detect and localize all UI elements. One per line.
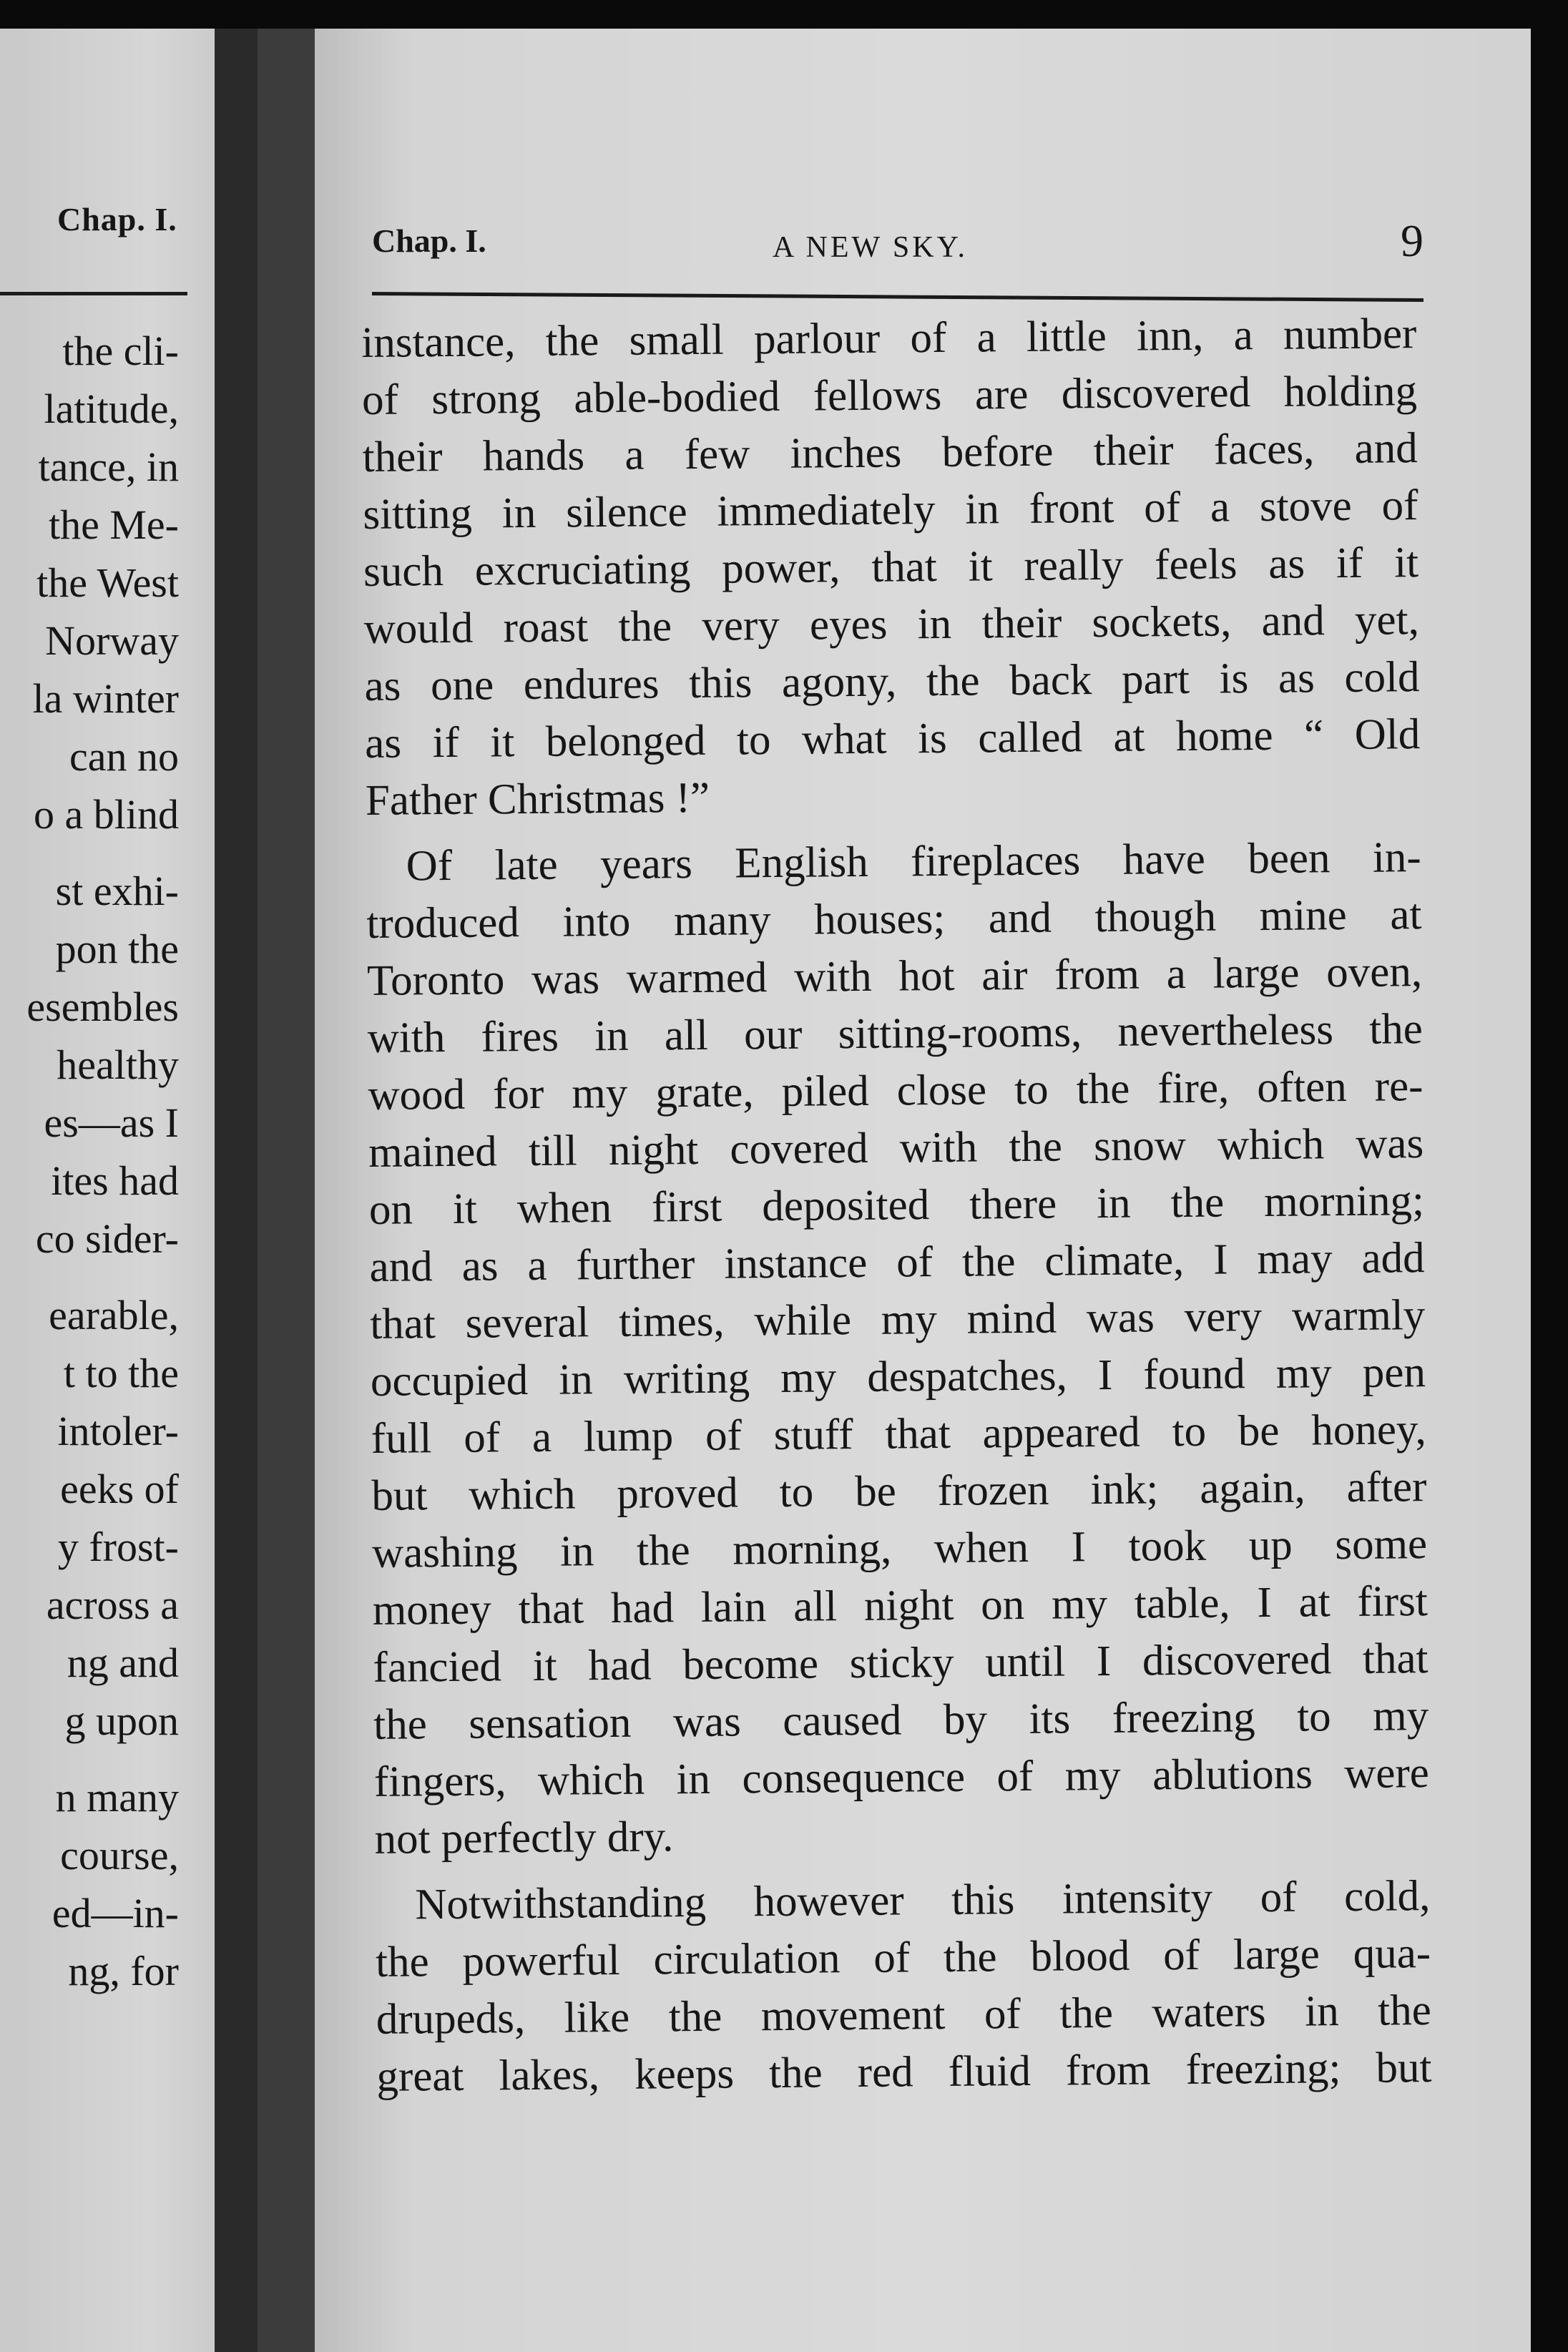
text-line: Father Christmas !” xyxy=(365,773,710,825)
left-line: n many xyxy=(55,1774,179,1821)
left-line: ites had xyxy=(51,1157,179,1204)
left-line: course, xyxy=(60,1832,179,1878)
left-line: ng and xyxy=(67,1640,179,1686)
text-line: fancied it had become sticky until I discovered that xyxy=(373,1635,1429,1692)
left-line: intoler- xyxy=(57,1408,179,1454)
text-line: not perfectly dry. xyxy=(374,1813,674,1863)
left-line: across a xyxy=(46,1582,179,1628)
text-line: occupied in writing my despatches, I found my pen xyxy=(370,1348,1426,1406)
text-line: the sensation was caused by its freezing to my xyxy=(373,1692,1429,1749)
left-line: ed—in- xyxy=(52,1890,179,1936)
left-line: st exhi- xyxy=(55,868,179,914)
body-text xyxy=(361,305,1432,2106)
text-line: but which proved to be frozen ink; again, after xyxy=(371,1463,1427,1520)
left-line: the West xyxy=(36,559,179,606)
left-page-header: Chap. I. xyxy=(57,201,177,237)
text-line: with fires in all our sitting-rooms, nevertheless the xyxy=(367,1005,1424,1062)
text-line: fingers, which in consequence of my ablutions were xyxy=(373,1749,1430,1806)
left-line: g upon xyxy=(64,1697,179,1744)
text-line: troduced into many houses; and though mine at xyxy=(366,891,1422,948)
text-line: on it when first deposited there in the morning; xyxy=(368,1177,1425,1234)
text-line: and as a further instance of the climate, I may add xyxy=(369,1234,1425,1291)
text-line: great lakes, keeps the red fluid from freezing; but xyxy=(376,2044,1432,2101)
left-line: pon the xyxy=(55,926,179,972)
text-line: mained till night covered with the snow which was xyxy=(368,1119,1424,1177)
left-line: es—as I xyxy=(44,1099,179,1146)
running-head-title: A NEW SKY. xyxy=(773,231,968,264)
page-number: 9 xyxy=(1401,215,1424,266)
text-line: that several times, while my mind was very warmly xyxy=(370,1291,1426,1348)
text-line: such excruciating power, that it really feels as if it xyxy=(363,539,1419,596)
paragraph-1 xyxy=(361,305,1421,830)
text-line: Toronto was warmed with hot air from a large oven, xyxy=(366,948,1423,1005)
left-line: can no xyxy=(69,733,179,780)
text-line: drupeds, like the movement of the waters in the xyxy=(376,1986,1432,2044)
left-line: earable, xyxy=(49,1292,179,1338)
scan-right-border xyxy=(1531,0,1568,2352)
left-line: esembles xyxy=(26,984,179,1030)
text-line: would roast the very eyes in their sockets, and yet, xyxy=(363,596,1420,653)
left-line: tance, in xyxy=(38,444,179,490)
gutter-shadow xyxy=(258,29,315,2352)
paragraph-2 xyxy=(366,829,1430,1868)
left-line: the cli- xyxy=(62,328,179,374)
left-line: latitude, xyxy=(44,386,179,432)
text-line: as one endures this agony, the back part is as cold xyxy=(364,653,1420,710)
text-line: Notwithstanding however this intensity of cold, xyxy=(415,1872,1431,1929)
text-line: of strong able-bodied fellows are discovered holding xyxy=(361,367,1418,424)
running-head xyxy=(372,215,1424,279)
text-line: sitting in silence immediately in front of a stove of xyxy=(363,481,1418,539)
paragraph-3 xyxy=(375,1868,1432,2106)
left-line: healthy xyxy=(57,1042,179,1088)
running-head-chapter: Chap. I. xyxy=(372,222,486,259)
left-line: t to the xyxy=(63,1350,179,1396)
left-line: co sider- xyxy=(35,1215,179,1262)
left-page-text xyxy=(0,322,179,2000)
text-line: as if it belonged to what is called at home “ Old xyxy=(364,710,1421,768)
text-line: money that had lain all night on my table, I at first xyxy=(372,1577,1429,1635)
left-line: the Me- xyxy=(49,501,179,548)
text-line: washing in the morning, when I took up some xyxy=(371,1520,1428,1577)
left-header-rule xyxy=(0,292,187,295)
text-line: their hands a few inches before their faces, and xyxy=(362,424,1418,481)
left-line: la winter xyxy=(32,675,179,722)
text-line: Of late years English fireplaces have been in- xyxy=(406,833,1421,891)
text-line: wood for my grate, piled close to the fire, often re- xyxy=(368,1062,1424,1119)
left-line: eeks of xyxy=(60,1466,179,1512)
left-line: y frost- xyxy=(57,1524,179,1570)
left-line: Norway xyxy=(45,617,179,664)
left-line: ng, for xyxy=(68,1948,179,1994)
text-line: the powerful circulation of the blood of large qua- xyxy=(375,1929,1431,1986)
text-line: instance, the small parlour of a little inn, a number xyxy=(361,310,1417,367)
left-line: o a blind xyxy=(34,791,179,838)
text-line: full of a lump of stuff that appeared to be honey, xyxy=(371,1406,1426,1463)
